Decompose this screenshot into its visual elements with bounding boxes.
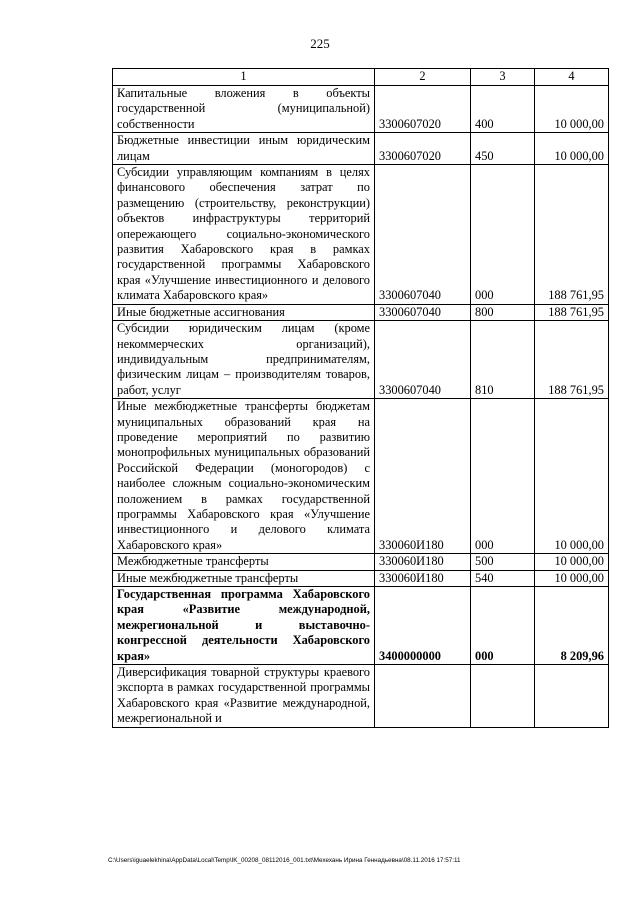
header-col-4: 4 [535,69,609,86]
row-code-cell [375,665,471,728]
table-row [113,304,609,320]
table-body [113,86,609,728]
table-row [113,399,609,554]
row-name-cell: Субсидии управляющим компаниям в целях финансового обеспечения затрат по размещению (строительству, реконструкции) объектов инфраструктуры территорий опережающего социально-экономического развития Хабаровского края в рамках государственной программы Хабаровского края «Улучшение инвестиционного и делового климата Хабаровского края» [113,165,375,305]
table-row [113,570,609,586]
row-kind-cell: 810 [471,321,535,399]
table-row [113,321,609,399]
row-code-cell: 3400000000 [375,587,471,665]
row-name-cell: Государственная программа Хабаровского края «Развитие международной, межрегиональной и выставочно-конгрессной деятельности Хабаровского края» [113,587,375,665]
budget-table [112,68,609,728]
row-sum-cell: 188 761,95 [535,321,609,399]
header-col-3: 3 [471,69,535,86]
table-header-row [113,69,609,86]
row-kind-cell: 000 [471,399,535,554]
row-sum-cell: 10 000,00 [535,554,609,570]
row-sum-cell: 188 761,95 [535,165,609,305]
table-row [113,86,609,133]
row-sum-cell: 8 209,96 [535,587,609,665]
row-kind-cell: 000 [471,587,535,665]
table-row [113,554,609,570]
row-code-cell: 3300607040 [375,165,471,305]
row-kind-cell: 000 [471,165,535,305]
row-name-cell: Иные межбюджетные трансферты [113,570,375,586]
row-kind-cell: 800 [471,304,535,320]
row-name-cell: Субсидии юридическим лицам (кроме некоммерческих организаций), индивидуальным предпринимателям, физическим лицам – производителям товаров, работ, услуг [113,321,375,399]
row-code-cell: 3300607020 [375,133,471,165]
row-code-cell: 330060И180 [375,554,471,570]
row-code-cell: 3300607040 [375,304,471,320]
row-sum-cell [535,665,609,728]
row-kind-cell [471,665,535,728]
row-code-cell: 330060И180 [375,570,471,586]
table-row [113,133,609,165]
row-name-cell: Иные бюджетные ассигнования [113,304,375,320]
row-sum-cell: 10 000,00 [535,399,609,554]
row-sum-cell: 188 761,95 [535,304,609,320]
row-name-cell: Диверсификация товарной структуры краевого экспорта в рамках государственной программы Хабаровского края «Развитие международной, межрегиональной и [113,665,375,728]
row-code-cell: 330060И180 [375,399,471,554]
row-name-cell: Иные межбюджетные трансферты бюджетам муниципальных образований края на проведение мероприятий по развитию монопрофильных муниципальных образований Российской Федерации (моногородов) с наиболее сложным социально-экономическим положением в рамках государственной программы Хабаровского края «Улучшение инвестиционного и делового климата Хабаровского края» [113,399,375,554]
row-name-cell: Бюджетные инвестиции иным юридическим лицам [113,133,375,165]
row-name-cell: Капитальные вложения в объекты государственной (муниципальной) собственности [113,86,375,133]
table-row [113,665,609,728]
page-number: 225 [310,36,330,51]
row-kind-cell: 540 [471,570,535,586]
row-kind-cell: 450 [471,133,535,165]
row-name-cell: Межбюджетные трансферты [113,554,375,570]
row-sum-cell: 10 000,00 [535,133,609,165]
header-col-2: 2 [375,69,471,86]
header-col-1: 1 [113,69,375,86]
row-code-cell: 3300607040 [375,321,471,399]
table-row [113,587,609,665]
row-code-cell: 3300607020 [375,86,471,133]
row-kind-cell: 500 [471,554,535,570]
table-row [113,165,609,305]
row-sum-cell: 10 000,00 [535,86,609,133]
footer-file-path: C:\Users\iguaelekhina\AppData\Local\Temp\IK_00208_08112016_001.txt\Мехехань Ирина Геннадьевна\08.11.2016 17:57:11 [108,857,461,864]
row-kind-cell: 400 [471,86,535,133]
row-sum-cell: 10 000,00 [535,570,609,586]
